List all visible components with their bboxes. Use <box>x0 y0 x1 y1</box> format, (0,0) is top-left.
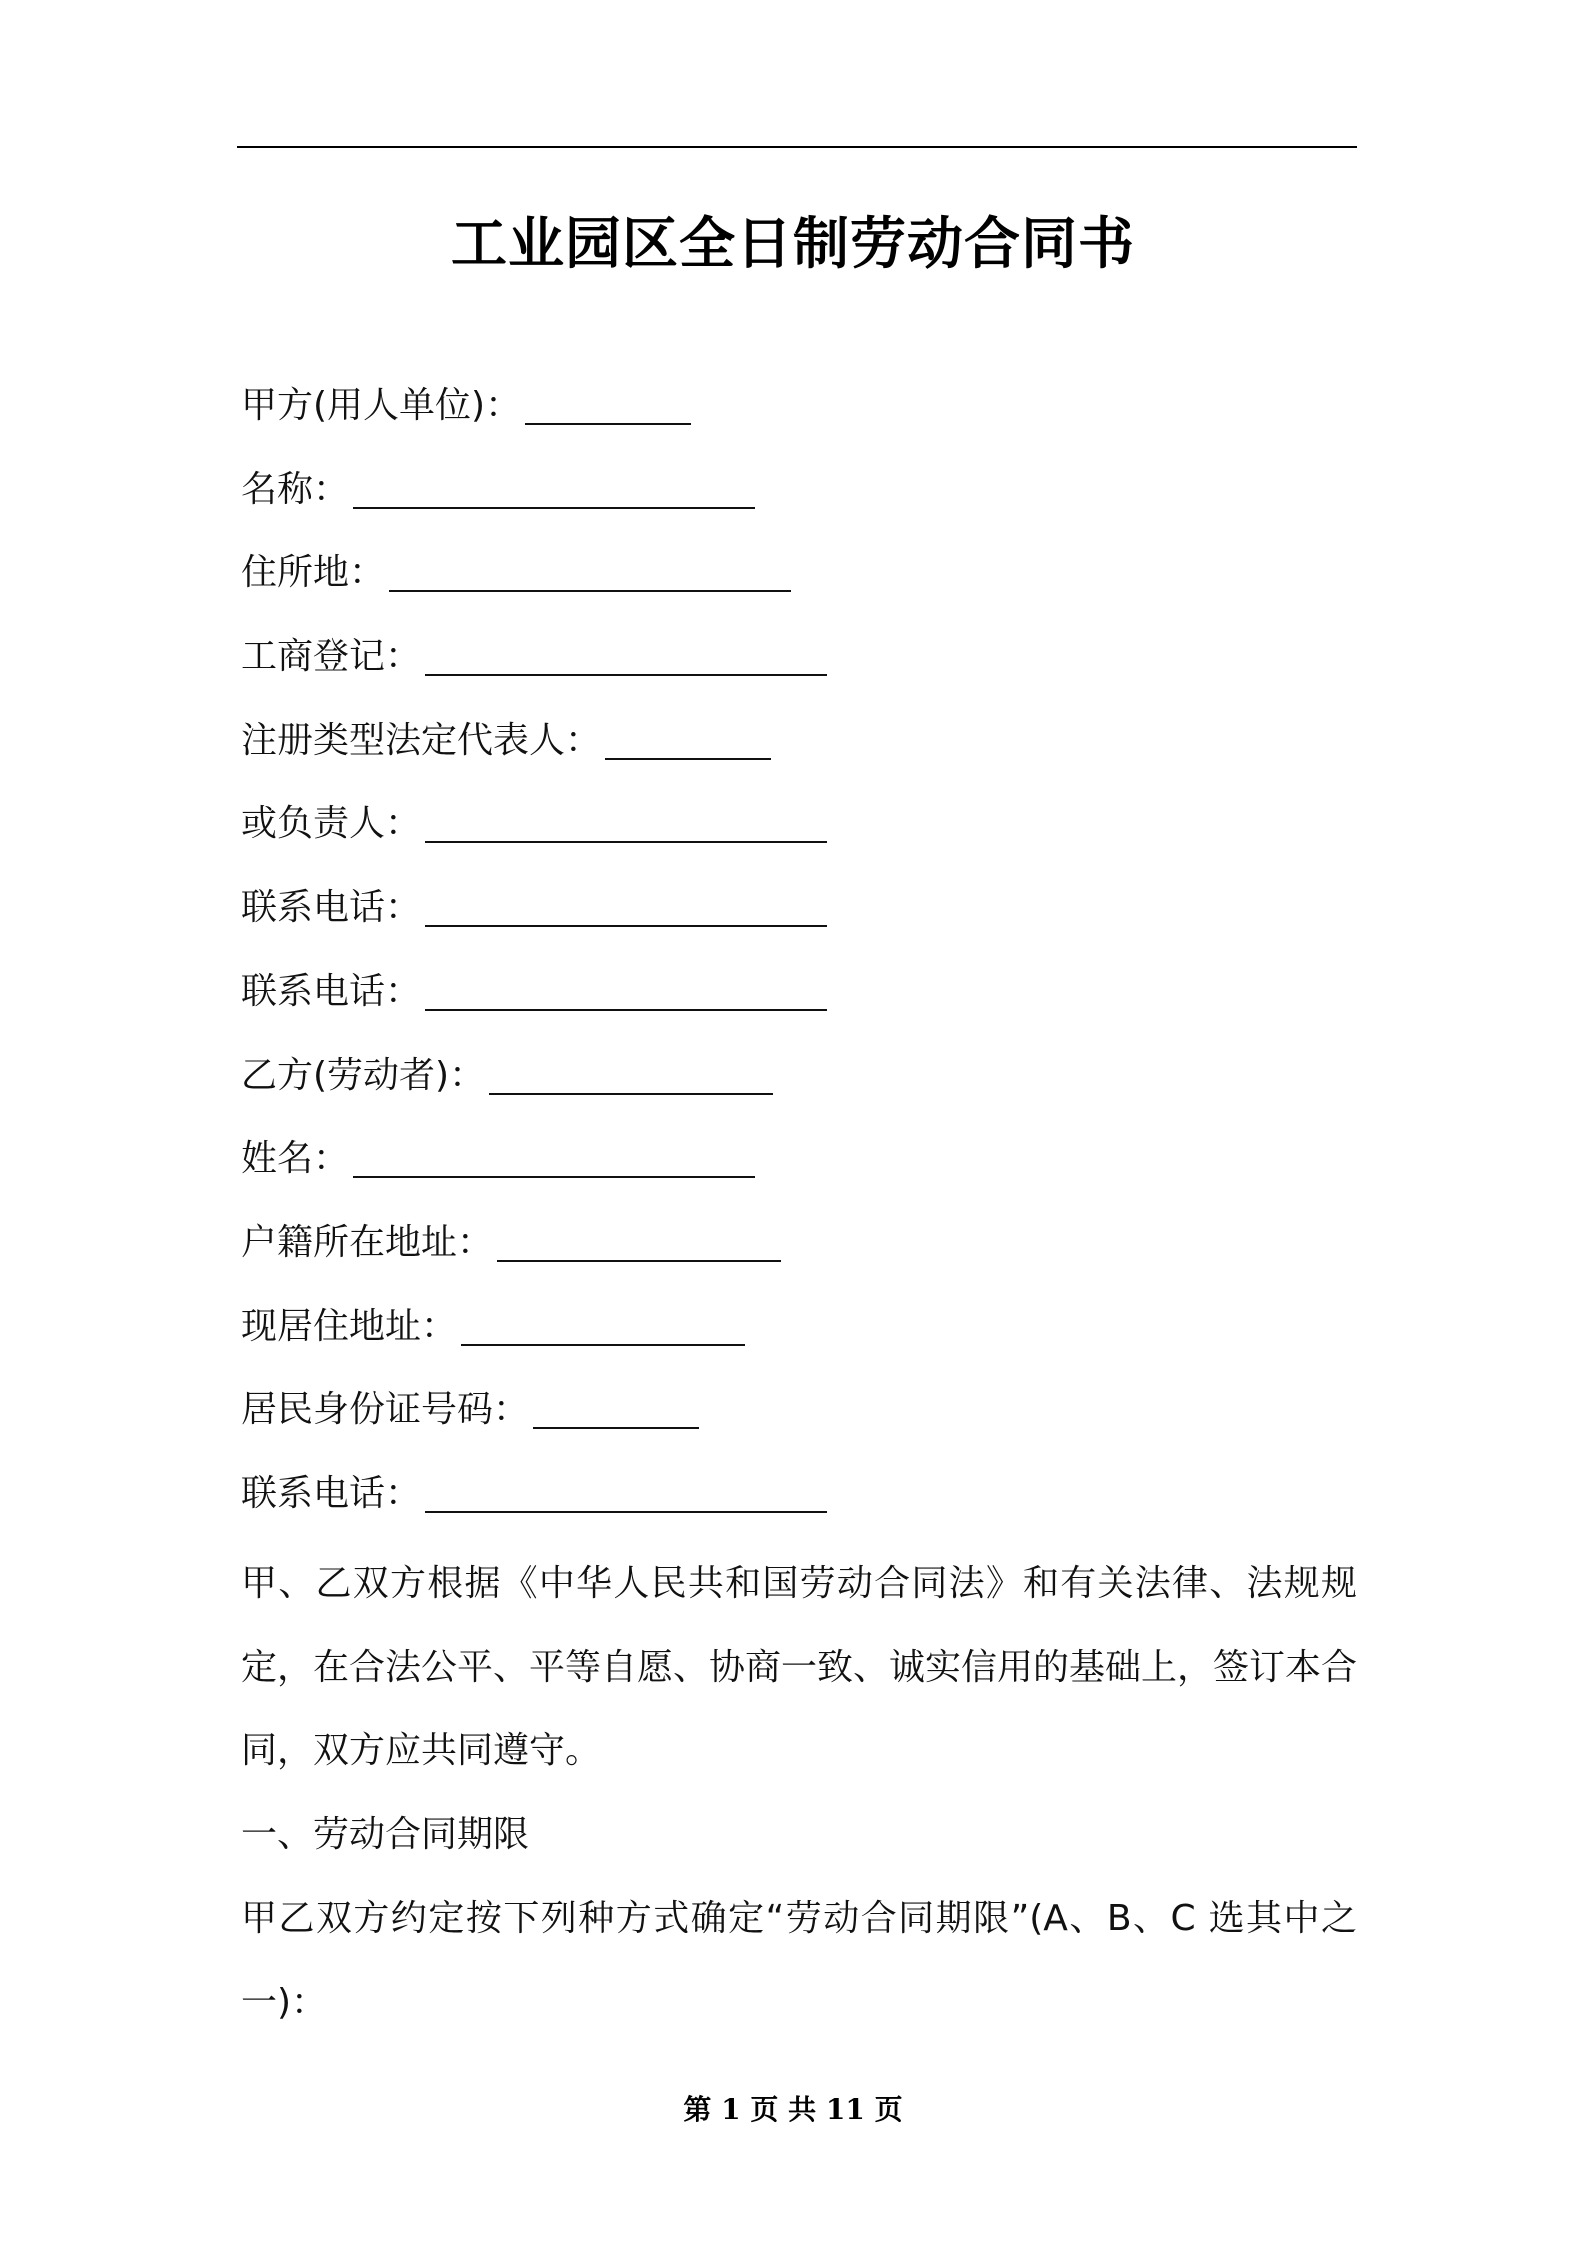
form-field-row <box>241 1045 1361 1129</box>
form-field-row <box>241 626 1361 710</box>
fill-in-blank[interactable] <box>425 793 827 843</box>
field-label: 姓名： <box>241 1138 350 1180</box>
fill-in-blank[interactable] <box>461 1296 745 1346</box>
field-label: 工商登记： <box>241 636 422 678</box>
fill-in-blank[interactable] <box>525 375 691 425</box>
party-info-fields <box>241 375 1361 1547</box>
form-field-row <box>241 1296 1361 1380</box>
fill-in-blank[interactable] <box>425 626 827 676</box>
form-field-row <box>241 1463 1361 1547</box>
document-title: 工业园区全日制劳动合同书 <box>451 212 1135 277</box>
fill-in-blank[interactable] <box>353 1128 755 1178</box>
form-field-row <box>241 542 1361 626</box>
field-label: 名称： <box>241 468 350 510</box>
intro-paragraph: 甲、乙双方根据《中华人民共和国劳动合同法》和有关法律、法规规定，在合法公平、平等自愿、协商一致、诚实信用的基础上，签订本合同，双方应共同遵守。 <box>241 1563 1358 1772</box>
fill-in-blank[interactable] <box>389 542 791 592</box>
field-label: 联系电话： <box>241 970 422 1012</box>
page-footer: 第 1 页 共 11 页 <box>683 2093 903 2126</box>
form-field-row <box>241 961 1361 1045</box>
field-label: 或负责人： <box>241 803 422 845</box>
fill-in-blank[interactable] <box>533 1379 699 1429</box>
fill-in-blank[interactable] <box>497 1212 781 1262</box>
fill-in-blank[interactable] <box>605 710 771 760</box>
form-field-row <box>241 877 1361 961</box>
section-paragraph: 甲乙双方约定按下列种方式确定“劳动合同期限”(A、B、C 选其中之一)： <box>241 1897 1357 2023</box>
field-label: 住所地： <box>241 552 386 594</box>
form-field-row <box>241 459 1361 543</box>
header-rule <box>237 146 1357 148</box>
field-label: 居民身份证号码： <box>241 1389 530 1431</box>
field-label: 现居住地址： <box>241 1305 458 1347</box>
field-label: 联系电话： <box>241 887 422 929</box>
form-field-row <box>241 710 1361 794</box>
fill-in-blank[interactable] <box>353 459 755 509</box>
field-label: 甲方(用人单位)： <box>241 385 522 426</box>
form-field-row <box>241 1212 1361 1296</box>
fill-in-blank[interactable] <box>425 961 827 1011</box>
section-heading: 一、劳动合同期限 <box>241 1814 530 1856</box>
fill-in-blank[interactable] <box>425 877 827 927</box>
form-field-row <box>241 1128 1361 1212</box>
field-label: 乙方(劳动者)： <box>241 1054 486 1096</box>
field-label: 户籍所在地址： <box>241 1221 494 1263</box>
form-field-row <box>241 1379 1361 1463</box>
field-label: 联系电话： <box>241 1472 422 1514</box>
fill-in-blank[interactable] <box>425 1463 827 1513</box>
form-field-row <box>241 375 1361 459</box>
contract-body <box>241 1542 1357 2044</box>
form-field-row <box>241 793 1361 877</box>
field-label: 注册类型法定代表人： <box>241 719 602 761</box>
fill-in-blank[interactable] <box>489 1045 773 1095</box>
